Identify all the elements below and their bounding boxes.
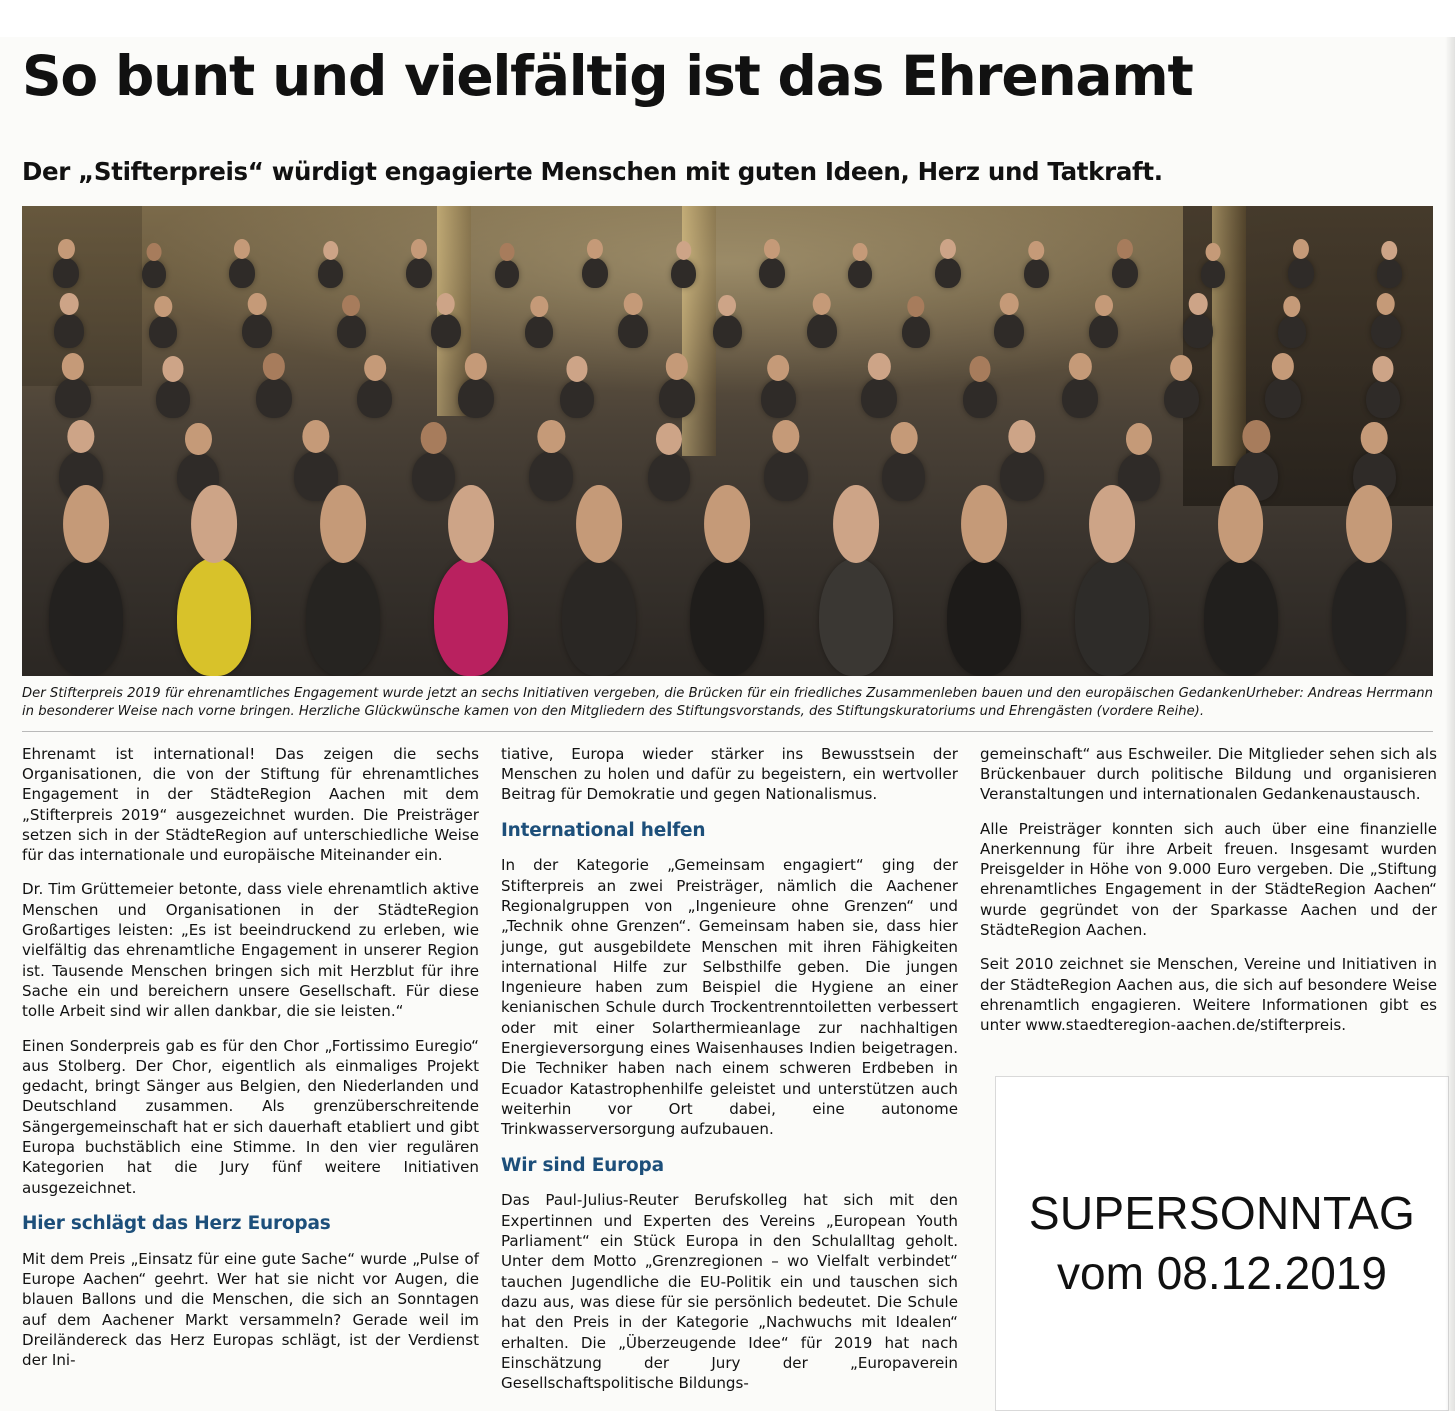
front-row-guests — [22, 476, 1433, 676]
paragraph: Ehrenamt ist international! Das zeigen die sechs Organisationen, die von der Stiftung für ehrenamtliches Engagement in der StädteRegion Aachen mit dem „Stifterpreis 2019“ ausgezeichnet wurden. Die Preisträger setzen sich in der StädteRegion auf unterschiedliche Weise für das internationale und europäische Miteinander ein. — [22, 744, 479, 865]
section-heading: Wir sind Europa — [501, 1154, 664, 1176]
article-photo — [22, 206, 1433, 676]
publication-date: vom 08.12.2019 — [1057, 1247, 1387, 1300]
article-column-2 — [501, 744, 958, 1408]
audience-row — [22, 258, 1433, 288]
paragraph: In der Kategorie „Gemeinsam engagiert“ ging der Stifterpreis an zwei Preisträger, nämlich die Aachener Regionalgruppen von „Ingenieure ohne Grenzen“ und „Technik ohne Grenzen“. Gemeinsam haben sie, dass hier junge, gut ausgebildete Menschen mit ihren Fähigkeiten international Hilfe zur Selbsthilfe geben. Die jungen Ingenieure haben zum Beispiel die Hygiene an einer kenianischen Schule durch Trockentrenntoiletten verbessert oder mit einer Solarthermieanlage zur nachhaltigen Energieversorgung eines Waisenhauses Indien beigetragen. Die Techniker haben nach einem schweren Erdbeben in Ecuador Katastrophenhilfe geleistet und unterstützen auch weiterhin vor Ort dabei, eine autonome Trinkwasserversorgung aufzubauen. — [501, 856, 958, 1139]
photo-credit: Urheber: Andreas Herrmann — [1245, 686, 1433, 702]
paragraph: tiative, Europa wieder stärker ins Bewusstsein der Menschen zu holen und dafür zu begeistern, ein wertvoller Beitrag für Demokratie und gegen Nationalismus. — [501, 744, 958, 804]
paragraph: Mit dem Preis „Einsatz für eine gute Sache“ wurde „Pulse of Europe Aachen“ geehrt. Wer hat sie nicht vor Augen, die blauen Ballons und die Menschen, die sich an Sonntagen auf dem Aachener Markt versammeln? Gerade weil im Dreiländereck das Herz Europas schlägt, ist der Verdienst der Ini- — [22, 1249, 479, 1370]
article-column-3 — [980, 744, 1437, 1050]
article-column-1 — [22, 744, 479, 1385]
paragraph: Dr. Tim Grüttemeier betonte, dass viele ehrenamtlich aktive Menschen und Organisationen in der StädteRegion Großartiges leisten: „Es ist beeindruckend zu erleben, wie vielfältig das ehrenamtliche Engagement in unserer Region ist. Tausende Menschen bringen sich mit Herzblut für ihre Sache ein und bereichern unsere Gesellschaft. Für diese tolle Arbeit sind wir allen dankbar, die sie leisten.“ — [22, 880, 479, 1021]
publication-name: SUPERSONNTAG — [1028, 1187, 1416, 1240]
horizontal-divider — [22, 731, 1433, 732]
paragraph: Einen Sonderpreis gab es für den Chor „Fortissimo Euregio“ aus Stolberg. Der Chor, eigentlich als einmaliges Projekt gedacht, bringt Sänger aus Belgien, den Niederlanden und Deutschland zusammen. Als grenzüberschreitende Sängergemeinschaft hat er sich dauerhaft etabliert und gibt Europa buchstäblich eine Stimme. In den vier regulären Kategorien hat die Jury fünf weitere Initiativen ausgezeichnet. — [22, 1036, 479, 1197]
paragraph: Alle Preisträger konnten sich auch über eine finanzielle Anerkennung für ihre Arbeit freuen. Insgesamt wurden Preisgelder in Höhe von 9.000 Euro vergeben. Die „Stiftung ehrenamtliches Engagement in der StädteRegion Aachen“ wurde gegründet von der Sparkasse Aachen und der StädteRegion Aachen. — [980, 819, 1437, 940]
photo-caption — [22, 685, 1433, 721]
caption-text: Der Stifterpreis 2019 für ehrenamtliches Engagement wurde jetzt an sechs Initiativen vergeben, die Brücken für ein friedliches Zusammenleben bauen und den europäischen Gedanken in besonderer Weise nach vorne bringen. Herzliche Glückwünsche kamen von den Mitgliedern des Stiftungsvorstands, des Stiftungskuratoriums und Ehrengästen (vordere Reihe). — [22, 686, 1246, 719]
page-title: So bunt und vielfältig ist das Ehrenamt — [22, 43, 1193, 108]
paragraph: Das Paul-Julius-Reuter Berufskolleg hat sich mit den Expertinnen und Experten des Vereins „European Youth Parliament“ ein Stück Europa in den Schulalltag geholt. Unter dem Motto „Grenzregionen – wo Vielfalt verbindet“ tauchen Jugendliche die EU-Politik ein und tauschen sich dazu aus, was diese für sie persönlich bedeutet. Die Schule hat den Preis in der Kategorie „Nachwuchs mit Idealen“ erhalten. Die „Überzeugende Idee“ für 2019 hat nach Einschätzung der Jury der „Europaverein Gesellschaftspolitische Bildungs- — [501, 1191, 958, 1393]
paragraph: gemeinschaft“ aus Eschweiler. Die Mitglieder sehen sich als Brückenbauer durch politische Bildung und organisieren Veranstaltungen und internationalen Gedankenaustausch. — [980, 744, 1437, 804]
paragraph: Seit 2010 zeichnet sie Menschen, Vereine und Initiativen in der StädteRegion Aachen aus, die sich auf besondere Weise ehrenamtlich engagieren. Weitere Informationen gibt es unter www.staedteregion-aachen.de/stifterpreis. — [980, 955, 1437, 1035]
newspaper-clipping-page — [0, 37, 1455, 1411]
publication-stamp — [995, 1076, 1449, 1411]
subheadline: Der „Stifterpreis“ würdigt engagierte Menschen mit guten Ideen, Herz und Tatkraft. — [22, 156, 1163, 186]
audience-row — [22, 378, 1433, 418]
section-heading: International helfen — [501, 819, 706, 841]
audience-row — [22, 314, 1433, 348]
section-heading: Hier schlägt das Herz Europas — [22, 1212, 331, 1234]
